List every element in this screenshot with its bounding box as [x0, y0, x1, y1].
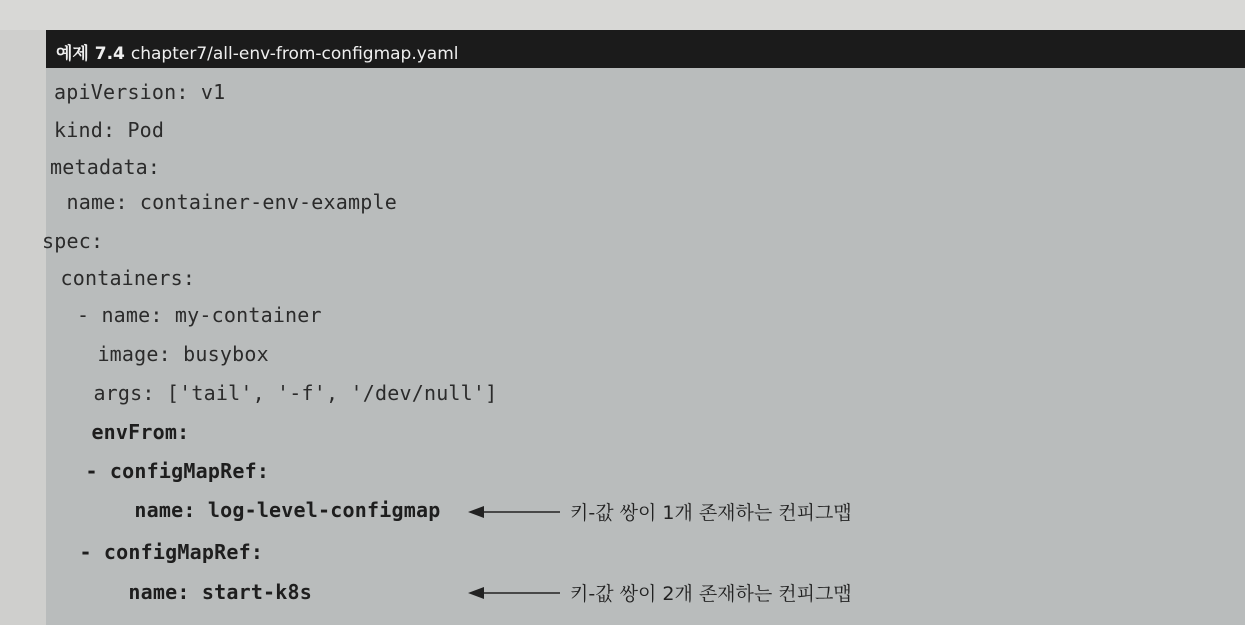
code-line: apiVersion: v1 — [54, 80, 226, 104]
code-line: kind: Pod — [54, 118, 165, 142]
annotation-log-level — [468, 498, 852, 525]
annotation-text: 키-값 쌍이 2개 존재하는 컨피그맵 — [570, 583, 852, 605]
code-line: - configMapRef: — [6, 540, 264, 564]
code-line: name: container-env-example — [42, 190, 397, 214]
code-line: name: start-k8s — [6, 580, 313, 604]
listing-title — [56, 39, 459, 64]
listing-number: 예제 7.4 — [56, 44, 125, 64]
code-line: spec: — [42, 229, 104, 253]
code-line: - configMapRef: — [12, 459, 270, 483]
left-arrow-icon — [468, 585, 560, 601]
code-line: containers: — [36, 266, 196, 290]
code-line: name: log-level-configmap — [12, 498, 441, 522]
listing-header — [46, 30, 1245, 68]
code-line: envFrom: — [18, 420, 190, 444]
code-line: metadata: — [50, 155, 161, 179]
code-line: - name: my-container — [28, 303, 322, 327]
code-listing-panel — [46, 30, 1245, 625]
left-arrow-icon — [468, 504, 560, 520]
code-line: image: busybox — [24, 342, 269, 366]
code-line: args: ['tail', '-f', '/dev/null'] — [20, 381, 498, 405]
listing-filename: chapter7/all-env-from-configmap.yaml — [130, 44, 459, 64]
annotation-text: 키-값 쌍이 1개 존재하는 컨피그맵 — [570, 502, 852, 524]
page-top-margin — [0, 0, 1245, 30]
annotation-start-k8s — [468, 579, 852, 606]
